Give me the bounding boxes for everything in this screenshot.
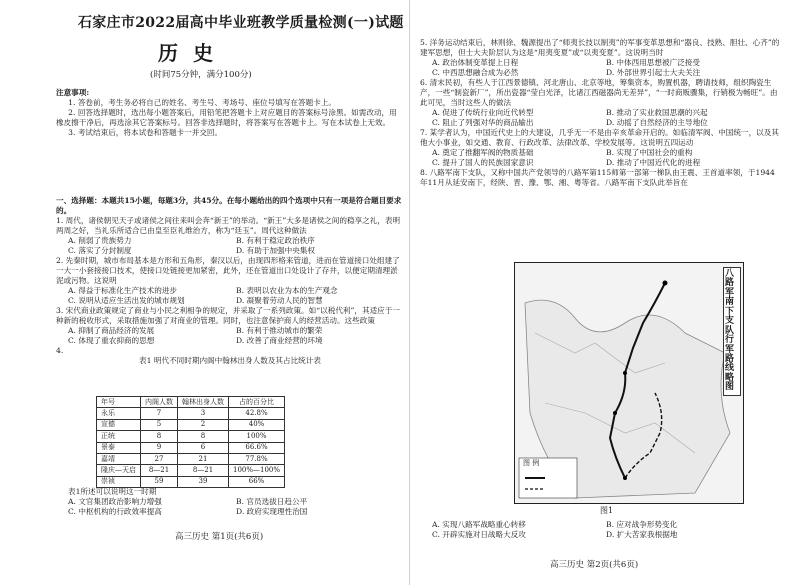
table-row [97,431,285,442]
q5-option-d: D. 外部世界引起士大夫关注 [606,68,701,78]
q8-option-a: A. 实现八路军战略重心转移 [432,520,526,529]
table-cell: 3 [178,408,229,419]
q1-option-b: B. 有利于稳定政治秩序 [236,236,315,246]
table-cell: 8 [141,431,178,442]
q6-option-b: B. 推动了实业救国思潮的兴起 [606,108,708,118]
table-cell: 40% [229,419,285,430]
q7-option-b: B. 实现了中国社会的重构 [606,148,693,158]
q6-option-c: C. 阻止了列强对华的商品输出 [432,118,534,128]
q1-option-c: C. 落实了分封制度 [68,246,132,256]
q5-stem: 5. 洋务运动结束后，林则徐、魏源提出了“师夷长技以制夷”的军事变革思想和“器良、技熟、胆壮、心齐”的建军思想，但士大夫阶层认为这是“用夷变夏”或“以夷变夏”。这说明当时 [420,38,780,58]
table-cell: 39 [178,476,229,487]
table-cell: 5 [141,419,178,430]
q3-option-b: B. 有利于推动城市的繁荣 [236,326,323,336]
notice-2: 2. 回答选择题时，选出每小题答案后，用铅笔把答题卡上对应题目的答案标号涂黑。如需改动，用橡皮擦干净后，再选涂其它答案标号。回答非选择题时，将答案写在答题卡上。写在本试卷上无效。 [56,108,397,128]
table-header-cell: 内阁人数 [141,397,178,408]
notice-3: 3. 考试结束后，将本试卷和答题卡一并交回。 [68,128,223,138]
q6-option-d: D. 动摇了自然经济的主导地位 [606,118,708,128]
table-cell: 嘉靖 [97,453,141,464]
table-cell: 8 [178,431,229,442]
table-cell: 42.8% [229,408,285,419]
notice-heading: 注意事项: [56,88,90,97]
q7-stem: 7. 某学者认为，中国近代史上的大建设，几乎无一不是由辛亥革命开启的。如临清军阀、中国统一，以及其他大小事业，如交通、教育、行政改革、法律改革、学校发展等。这说明五四运动 [420,128,779,148]
table-row [97,465,285,476]
q4-after: 表1所述可以说明这一时期 [68,487,157,496]
exam-title: 石家庄市2022届高中毕业班教学质量检测(一)试题 [78,15,404,31]
table-cell: 9 [141,442,178,453]
table-cell: 永乐 [97,408,141,419]
q2-stem: 2. 先秦时期，城市布局基本是方形和五角形，秦汉以后，由现四形格来管道，进而在管道接口处组建了一大一小套接接口技术，使接口处链接更加紧密，此外，还在管道出口处设计了存井，以便定期清理淤泥或污物。这说明 [56,256,400,286]
subject-title: 历 史 [158,41,217,65]
table-row [97,453,285,464]
questions-right [420,38,780,188]
q2-option-d: D. 凝聚着劳动人民的智慧 [236,296,323,306]
q4-rest [56,487,404,517]
map-legend: 图 例 [523,459,540,467]
q7-option-d: D. 推动了中国近代化的进程 [606,158,701,168]
q3-option-d: D. 改善了商业经营的环境 [236,336,323,346]
table-cell: 7 [141,408,178,419]
table-cell: 隆庆—天启 [97,465,141,476]
q5-option-a: A. 政治体制变革提上日程 [432,58,519,68]
table-row [97,476,285,487]
table-cell: 100%—100% [229,465,285,476]
cabinet-table-body [97,397,285,488]
q1-option-d: D. 有助于加强中央集权 [236,246,315,256]
table-row [97,408,285,419]
table-cell: 景泰 [97,442,141,453]
table-cell: 21 [178,453,229,464]
cabinet-table [96,396,285,488]
q6-stem: 6. 清末民初，有些人于江西景德镇、河北唐山、北京等地，筹集资本，购置机器，聘请技师，组织陶瓷生产，一些“制瓷新厂”，所出瓷器“莹白光泽，比诸江西磁器尚无差异”，“一时商贩骤集，行销极为畅旺”。由此可见，当时这些人的做法 [420,78,778,108]
map-graphic [515,263,743,503]
q7-option-c: C. 提升了国人的民族国家意识 [432,158,534,168]
map-caption: 图1 [600,506,614,515]
table-cell: 6 [178,442,229,453]
route-map [514,262,744,504]
table-row [97,442,285,453]
q6-option-a: A. 促进了传统行业向近代转型 [432,108,534,118]
map-title: 八路军南下支队行军路线略图 [723,267,741,396]
table-cell: 66% [229,476,285,487]
q4-option-b: B. 官员选拔日趋公平 [236,497,308,507]
questions-left [56,196,404,366]
table-cell: 59 [141,476,178,487]
q2-option-b: B. 表明以农业为本的生产观念 [236,286,338,296]
table-cell: 66.6% [229,442,285,453]
page1-footer: 高三历史 第1页(共6页) [175,532,264,542]
table-cell: 正统 [97,431,141,442]
exam-time-note: (时间75分钟，满分100分) [150,70,252,80]
table-caption: 表1 明代不同时期内阁中翰林出身人数及其占比统计表 [139,356,321,366]
q1-stem: 1. 周代，诸侯朝见天子或诸侯之间往来叫会奔“新王”的举动。“新王”大多是诸侯之间的稳享之礼，表明两周之好，当礼乐所适合已由皇至臣礼维治方，称为“廷玉”。周代这种做法 [56,216,401,236]
q5-option-b: B. 中体西用思想被广泛接受 [606,58,700,68]
table-header-cell: 年号 [97,397,141,408]
q3-stem: 3. 宋代商业政策规定了商业与小民之利相争的规定，并采取了一系列政策。如“以税代利”，其适应于一种新的税收形式，采取措施加强了对商业的管理。同时，也注意保护商人的经营活动。这些政策 [56,306,400,326]
table-header-cell: 占的百分比 [229,397,285,408]
table-cell: 100% [229,431,285,442]
q8-option-c: C. 开辟实施对日战略大反攻 [432,530,526,540]
q8-stem: 8. 八路军南下支队，又称中国共产党领导的八路军第115师第一部第一梯队由王震、王首道率领，于1944年11月从延安南下，经陕、晋、豫、鄂、湘、粤等省。八路军南下支队此举旨在 [420,168,775,188]
q2-option-a: A. 得益于标准化生产技术的进步 [68,286,178,296]
table-cell: 2 [178,419,229,430]
q2-option-c: C. 说明从适应生活出发的城市规划 [68,296,185,306]
q8-options [432,520,780,540]
q4-option-d: D. 政府实现理性治国 [236,507,308,517]
q4-option-c: C. 中枢机构的行政效率提高 [68,507,162,517]
table-cell: 8—21 [141,465,178,476]
q8-option-b: B. 应对战争形势变化 [606,520,678,529]
q5-option-c: C. 中西思想融合成为必然 [432,68,519,78]
section-heading: 一、选择题：本题共15小题，每题3分，共45分。在每小题给出的四个选项中只有一项是符合题目要求的。 [56,196,402,216]
notice-1: 1. 答卷前，考生务必将自己的姓名、考生号、考场号、座位号填写在答题卡上。 [68,98,336,108]
q4-stem: 4. [56,346,64,356]
table-header-cell: 翰林出身人数 [178,397,229,408]
exam-page-2 [410,0,794,585]
q3-option-a: A. 抑制了商品经济的发展 [68,326,155,336]
table-cell: 宣德 [97,419,141,430]
q7-option-a: A. 奠定了推翻军阀的物质基础 [432,148,534,158]
q8-option-d: D. 扩大苦家我根据地 [606,530,678,540]
page2-footer: 高三历史 第2页(共6页) [550,560,639,570]
table-header-row [97,397,285,408]
notice-block [56,88,404,138]
table-cell: 崇祯 [97,476,141,487]
table-row [97,419,285,430]
q1-option-a: A. 削弱了贵族势力 [68,236,132,246]
q3-option-c: C. 体现了重农抑商的思想 [68,336,155,346]
q4-option-a: A. 文官集团政治影响力增强 [68,497,162,507]
table-cell: 8—21 [178,465,229,476]
table-cell: 77.8% [229,453,285,464]
table-cell: 27 [141,453,178,464]
